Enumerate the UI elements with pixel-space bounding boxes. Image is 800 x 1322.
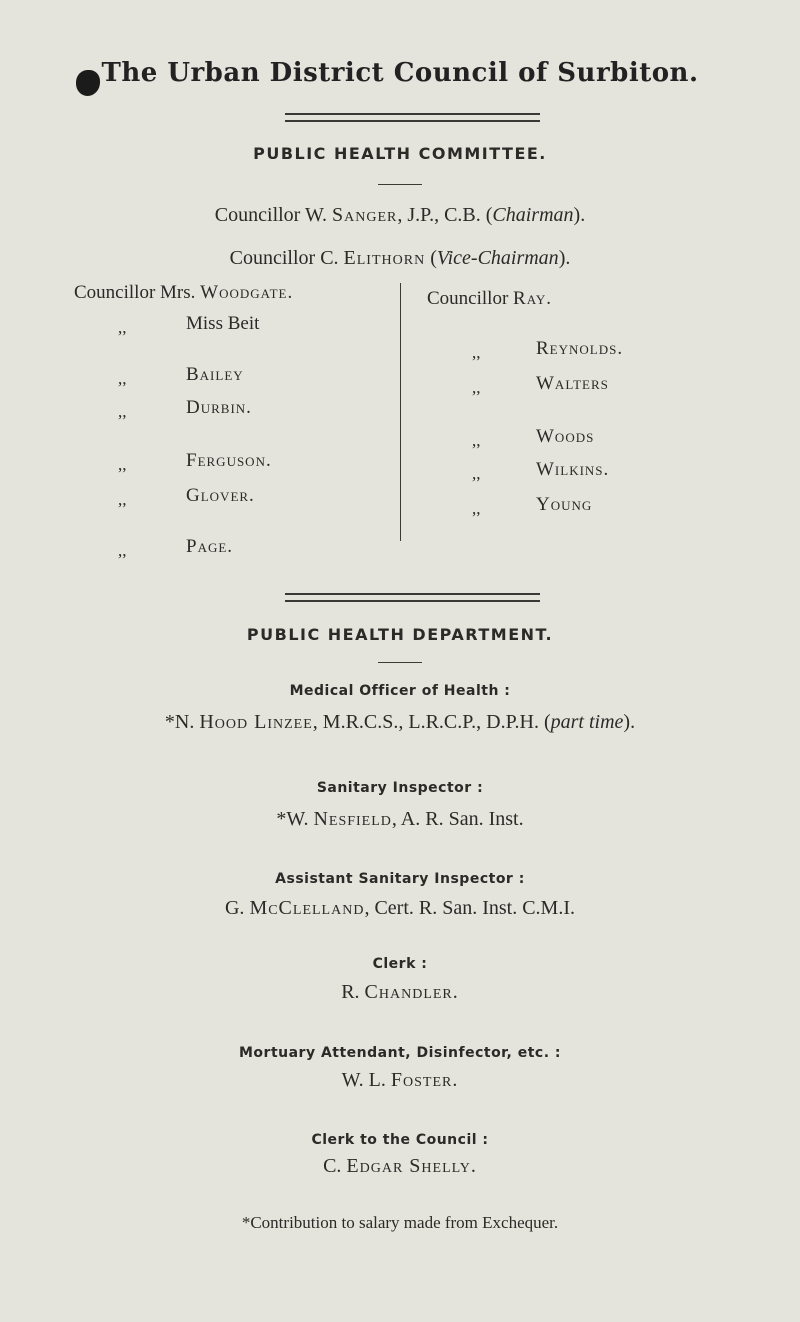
- assistant-inspector-name-line: G. McClelland, Cert. R. San. Inst. C.M.I.: [224, 897, 575, 919]
- vice-chairman-line: Councillor C. Elithorn (Vice-Chairman).: [229, 247, 571, 269]
- council-clerk-name-line: C. Edgar Shelly.: [323, 1155, 477, 1177]
- footnote: *Contribution to salary made from Exchequer.: [241, 1213, 559, 1232]
- mortuary-name-line: W. L. Foster.: [341, 1069, 459, 1091]
- document-title: The Urban District Council of Surbiton.: [101, 58, 699, 88]
- member-page: Page.: [186, 536, 234, 557]
- member-glover: Glover.: [186, 485, 255, 506]
- member-ferguson: Ferguson.: [186, 450, 272, 471]
- ditto-mark: ,,: [472, 343, 481, 362]
- column-divider: [400, 283, 401, 541]
- vice-chairman-name: Elithorn: [343, 247, 426, 269]
- moh-name-line: *N. Hood Linzee, M.R.C.S., L.R.C.P., D.P.H. (part time).: [164, 711, 636, 733]
- department-heading: PUBLIC HEALTH DEPARTMENT.: [246, 625, 554, 644]
- moh-title: Medical Officer of Health :: [289, 683, 511, 699]
- committee-heading: PUBLIC HEALTH COMMITTEE.: [253, 144, 547, 163]
- inspector-name-line: *W. Nesfield, A. R. San. Inst.: [276, 808, 524, 830]
- ditto-mark: ,,: [118, 402, 127, 421]
- short-rule: [378, 662, 422, 663]
- clerk-title: Clerk :: [372, 956, 428, 972]
- ditto-mark: ,,: [118, 369, 127, 388]
- ditto-mark: ,,: [472, 464, 481, 483]
- left-column-first-member: Councillor Mrs. Woodgate.: [74, 282, 294, 303]
- mortuary-title: Mortuary Attendant, Disinfector, etc. :: [239, 1045, 561, 1061]
- short-rule: [378, 184, 422, 185]
- ditto-mark: ,,: [472, 431, 481, 450]
- member-durbin: Durbin.: [186, 397, 252, 418]
- member-bailey: Bailey: [186, 364, 244, 385]
- right-column-first-member: Councillor Ray.: [427, 288, 553, 309]
- member-reynolds: Reynolds.: [536, 338, 624, 359]
- ditto-mark: ,,: [118, 318, 127, 337]
- member-wilkins: Wilkins.: [536, 459, 610, 480]
- member-walters: Walters: [536, 373, 609, 394]
- council-clerk-title: Clerk to the Council :: [311, 1132, 489, 1148]
- chairman-line: Councillor W. Sanger, J.P., C.B. (Chairman).: [214, 204, 586, 226]
- ditto-mark: ,,: [472, 499, 481, 518]
- member-woods: Woods: [536, 426, 595, 447]
- clerk-name-line: R. Chandler.: [341, 981, 459, 1003]
- member-young: Young: [536, 494, 593, 515]
- double-rule-middle: [285, 593, 540, 602]
- double-rule-top: [285, 113, 540, 122]
- ditto-mark: ,,: [118, 455, 127, 474]
- ditto-mark: ,,: [472, 378, 481, 397]
- chairman-name: Sanger: [332, 204, 398, 226]
- ditto-mark: ,,: [118, 490, 127, 509]
- assistant-inspector-title: Assistant Sanitary Inspector :: [275, 871, 525, 887]
- inspector-title: Sanitary Inspector :: [316, 780, 484, 796]
- member-miss-beit: Miss Beit: [186, 313, 260, 334]
- ditto-mark: ,,: [118, 541, 127, 560]
